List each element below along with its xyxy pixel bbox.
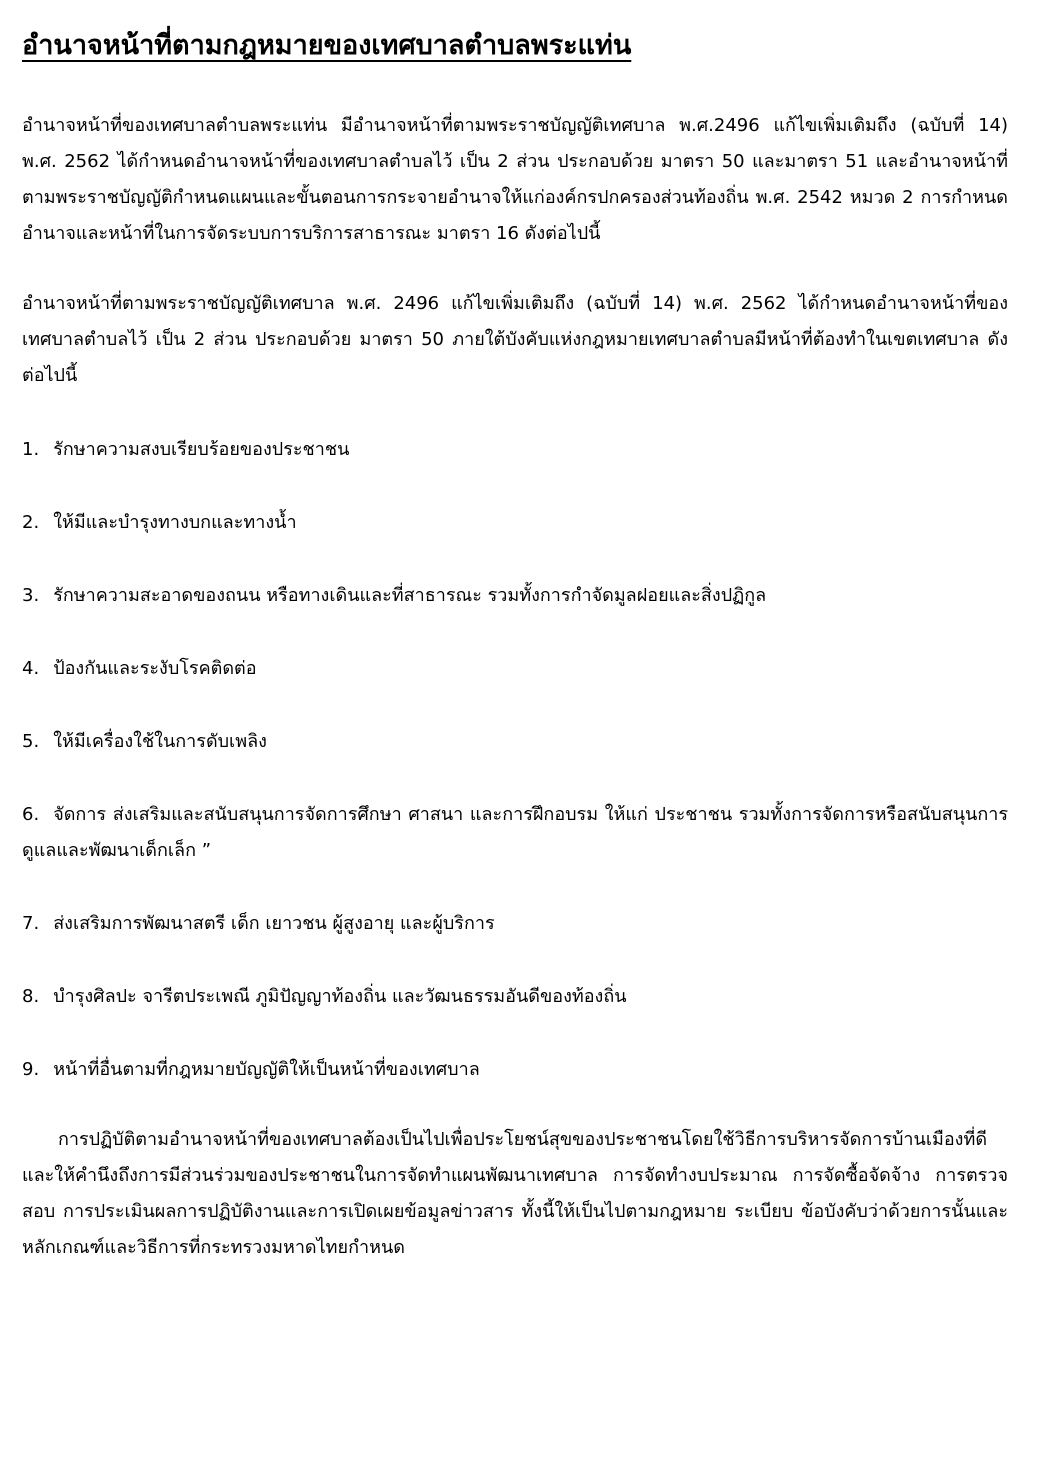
list-item-number: 7. [22,913,40,934]
list-item-text: ให้มีและบำรุงทางบกและทางน้ำ [53,512,297,533]
list-item [22,651,1008,687]
list-item-number: 4. [22,658,40,679]
section-50-paragraph: อำนาจหน้าที่ตามพระราชบัญญัติเทศบาล พ.ศ. 2496 แก้ไขเพิ่มเติมถึง (ฉบับที่ 14) พ.ศ. 2562 ได้กำหนดอำนาจหน้าที่ของเทศบาลตำบลไว้ เป็น 2 ส่วน ประกอบด้วย มาตรา 50 ภายใต้บังคับแห่งกฎหมายเทศบาลตำบลมีหน้าที่ต้องทำในเขตเทศบาล ดังต่อไปนี้ [22,293,1008,386]
document-page [22,22,1008,1266]
list-item-text: ป้องกันและระงับโรคติดต่อ [53,658,257,679]
list-item-number: 8. [22,986,40,1007]
list-item-number: 1. [22,439,40,460]
list-item [22,979,1008,1015]
list-item-text: รักษาความสะอาดของถนน หรือทางเดินและที่สาธารณะ รวมทั้งการกำจัดมูลฝอยและสิ่งปฏิกูล [53,585,767,606]
closing-paragraph: การปฏิบัติตามอำนาจหน้าที่ของเทศบาลต้องเป็นไปเพื่อประโยชน์สุขของประชาชนโดยใช้วิธีการบริหารจัดการบ้านเมืองที่ดี และให้คำนึงถึงการมีส่วนร่วมของประชาชนในการจัดทำแผนพัฒนาเทศบาล การจัดทำงบประมาณ การจัดซื้อจัดจ้าง การตรวจสอบ การประเมินผลการปฏิบัติงานและการเปิดเผยข้อมูลข่าวสาร ทั้งนี้ให้เป็นไปตามกฎหมาย ระเบียบ ข้อบังคับว่าด้วยการนั้นและหลักเกณฑ์และวิธีการที่กระทรวงมหาดไทยกำหนด [22,1129,1008,1258]
list-item-number: 3. [22,585,40,606]
list-item-number: 2. [22,512,40,533]
duties-list [22,432,1008,1088]
list-item-number: 9. [22,1059,40,1080]
list-item [22,432,1008,468]
list-item [22,724,1008,760]
list-item [22,505,1008,541]
list-item-text: บำรุงศิลปะ จารีตประเพณี ภูมิปัญญาท้องถิ่น และวัฒนธรรมอันดีของท้องถิ่น [53,986,627,1007]
list-item-text: หน้าที่อื่นตามที่กฎหมายบัญญัติให้เป็นหน้าที่ของเทศบาล [53,1059,480,1080]
list-item [22,1052,1008,1088]
list-item-text: ให้มีเครื่องใช้ในการดับเพลิง [53,731,267,752]
list-item [22,797,1008,869]
list-item [22,906,1008,942]
list-item [22,578,1008,614]
intro-paragraph: อำนาจหน้าที่ของเทศบาลตำบลพระแท่น มีอำนาจหน้าที่ตามพระราชบัญญัติเทศบาล พ.ศ.2496 แก้ไขเพิ่มเติมถึง (ฉบับที่ 14) พ.ศ. 2562 ได้กำหนดอำนาจหน้าที่ของเทศบาลตำบลไว้ เป็น 2 ส่วน ประกอบด้วย มาตรา 50 และมาตรา 51 และอำนาจหน้าที่ตามพระราชบัญญัติกำหนดแผนและขั้นตอนการกระจายอำนาจให้แก่องค์กรปกครองส่วนท้องถิ่น พ.ศ. 2542 หมวด 2 การกำหนดอำนาจและหน้าที่ในการจัดระบบการบริการสาธารณะ มาตรา 16 ดังต่อไปนี้ [22,115,1008,244]
document-title: อำนาจหน้าที่ตามกฎหมายของเทศบาลตำบลพระแท่น [22,30,632,61]
list-item-text: จัดการ ส่งเสริมและสนับสนุนการจัดการศึกษา ศาสนา และการฝึกอบรม ให้แก่ ประชาชน รวมทั้งการจัดการหรือสนับสนุนการดูแลและพัฒนาเด็กเล็ก ” [22,804,1008,861]
list-item-text: ส่งเสริมการพัฒนาสตรี เด็ก เยาวชน ผู้สูงอายุ และผู้บริการ [53,913,495,934]
list-item-number: 5. [22,731,40,752]
list-item-text: รักษาความสงบเรียบร้อยของประชาชน [53,439,350,460]
list-item-number: 6. [22,804,40,825]
